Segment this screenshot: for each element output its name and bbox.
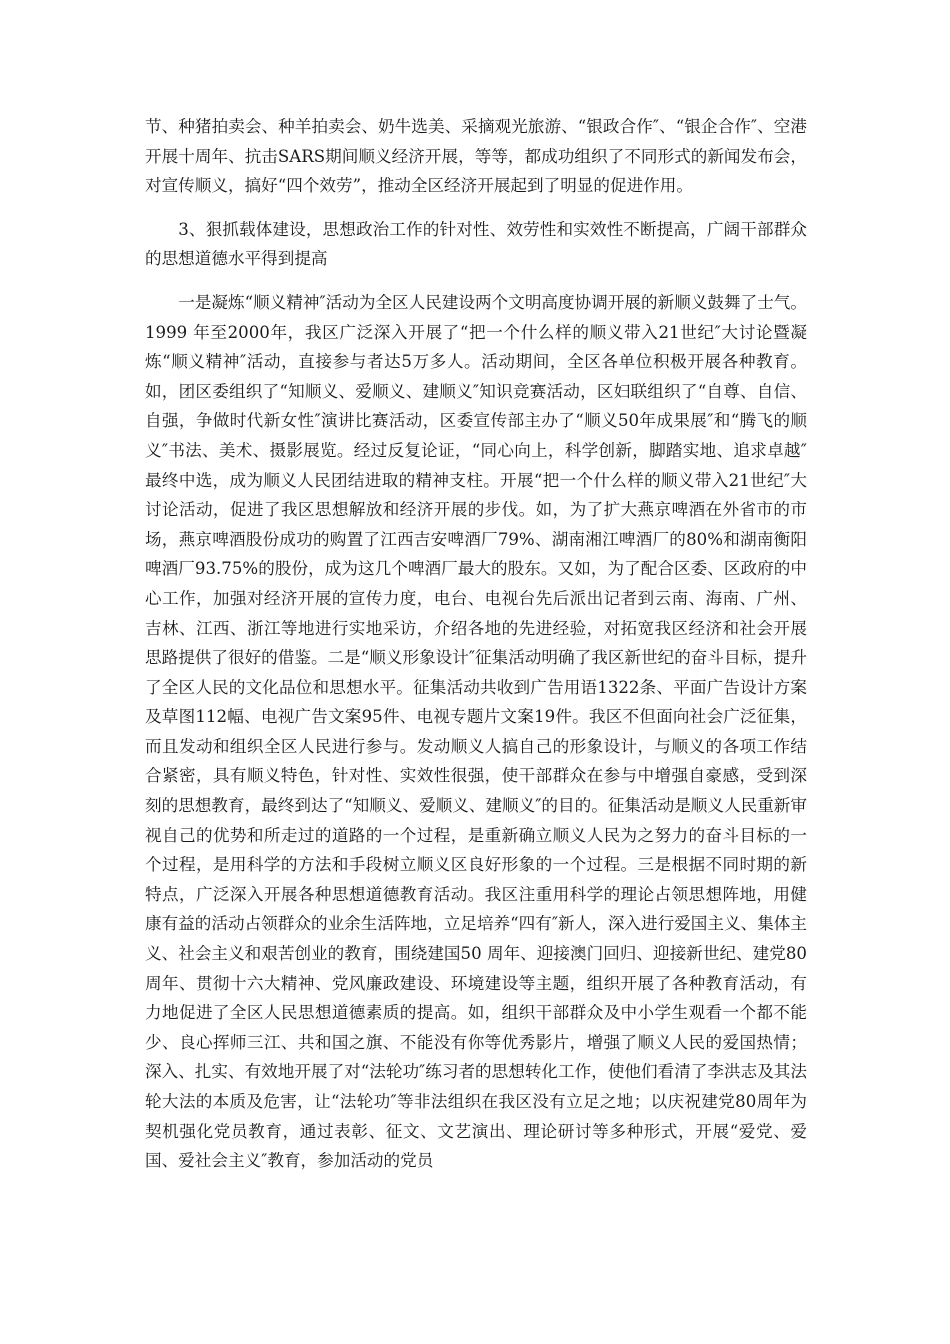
document-page (145, 112, 807, 1176)
paragraph-body: 一是凝炼“顺义精神″活动为全区人民建设两个文明高度协调开展的新顺义鼓舞了士气。1999 年至2000年，我区广泛深入开展了“把一个什么样的顺义带入21世纪″大讨论暨凝炼“顺义精神″活动，直接参与者达5万多人。活动期间，全区各单位积极开展各种教育。如，团区委组织了“知顺义、爱顺义、建顺义″知识竞赛活动，区妇联组织了“自尊、自信、自强，争做时代新女性″演讲比赛活动，区委宣传部主办了“顺义50年成果展″和“腾飞的顺义″书法、美术、摄影展览。经过反复论证，“同心向上，科学创新，脚踏实地、追求卓越″最终中选，成为顺义人民团结进取的精神支柱。开展“把一个什么样的顺义带入21世纪″大讨论活动，促进了我区思想解放和经济开展的步伐。如，为了扩大燕京啤酒在外省市的市场，燕京啤酒股份成功的购置了江西吉安啤酒厂79%、湖南湘江啤酒厂的80%和湖南衡阳啤酒厂93.75%的股份，成为这几个啤酒厂最大的股东。又如，为了配合区委、区政府的中心工作，加强对经济开展的宣传力度，电台、电视台先后派出记者到云南、海南、广州、吉林、江西、浙江等地进行实地采访，介绍各地的先进经验，对拓宽我区经济和社会开展思路提供了很好的借鉴。二是“顺义形象设计″征集活动明确了我区新世纪的奋斗目标，提升了全区人民的文化品位和思想水平。征集活动共收到广告用语1322条、平面广告设计方案及草图112幅、电视广告文案95件、电视专题片文案19件。我区不但面向社会广泛征集，而且发动和组织全区人民进行参与。发动顺义人搞自己的形象设计，与顺义的各项工作结合紧密，具有顺义特色，针对性、实效性很强，使干部群众在参与中增强自豪感，受到深刻的思想教育，最终到达了“知顺义、爱顺义、建顺义″的目的。征集活动是顺义人民重新审视自己的优势和所走过的道路的一个过程，是重新确立顺义人民为之努力的奋斗目标的一个过程，是用科学的方法和手段树立顺义区良好形象的一个过程。三是根据不同时期的新特点，广泛深入开展各种思想道德教育活动。我区注重用科学的理论占领思想阵地，用健康有益的活动占领群众的业余生活阵地，立足培养“四有″新人，深入进行爱国主义、集体主义、社会主义和艰苦创业的教育，围绕建国50 周年、迎接澳门回归、迎接新世纪、建党80周年、贯彻十六大精神、党风廉政建设、环境建设等主题，组织开展了各种教育活动，有力地促进了全区人民思想道德素质的提高。如，组织干部群众及中小学生观看一个都不能少、良心挥师三江、共和国之旗、不能没有你等优秀影片，增强了顺义人民的爱国热情；深入、扎实、有效地开展了对“法轮功″练习者的思想转化工作，使他们看清了李洪志及其法轮大法的本质及危害，让“法轮功″等非法组织在我区没有立足之地；以庆祝建党80周年为契机强化党员教育，通过表彰、征文、文艺演出、理论研讨等多种形式，开展“爱党、爱国、爱社会主义″教育，参加活动的党员 (145, 292, 807, 1171)
paragraph-continuation: 节、种猪拍卖会、种羊拍卖会、奶牛选美、采摘观光旅游、“银政合作″、“银企合作″、空港开展十周年、抗击SARS期间顺义经济开展，等等，都成功组织了不同形式的新闻发布会，对宣传顺义，搞好“四个效劳”，推动全区经济开展起到了明显的促进作用。 (145, 117, 807, 196)
section-heading-3: 3、狠抓载体建设，思想政治工作的针对性、效劳性和实效性不断提高，广阔干部群众的思想道德水平得到提高 (145, 219, 807, 269)
